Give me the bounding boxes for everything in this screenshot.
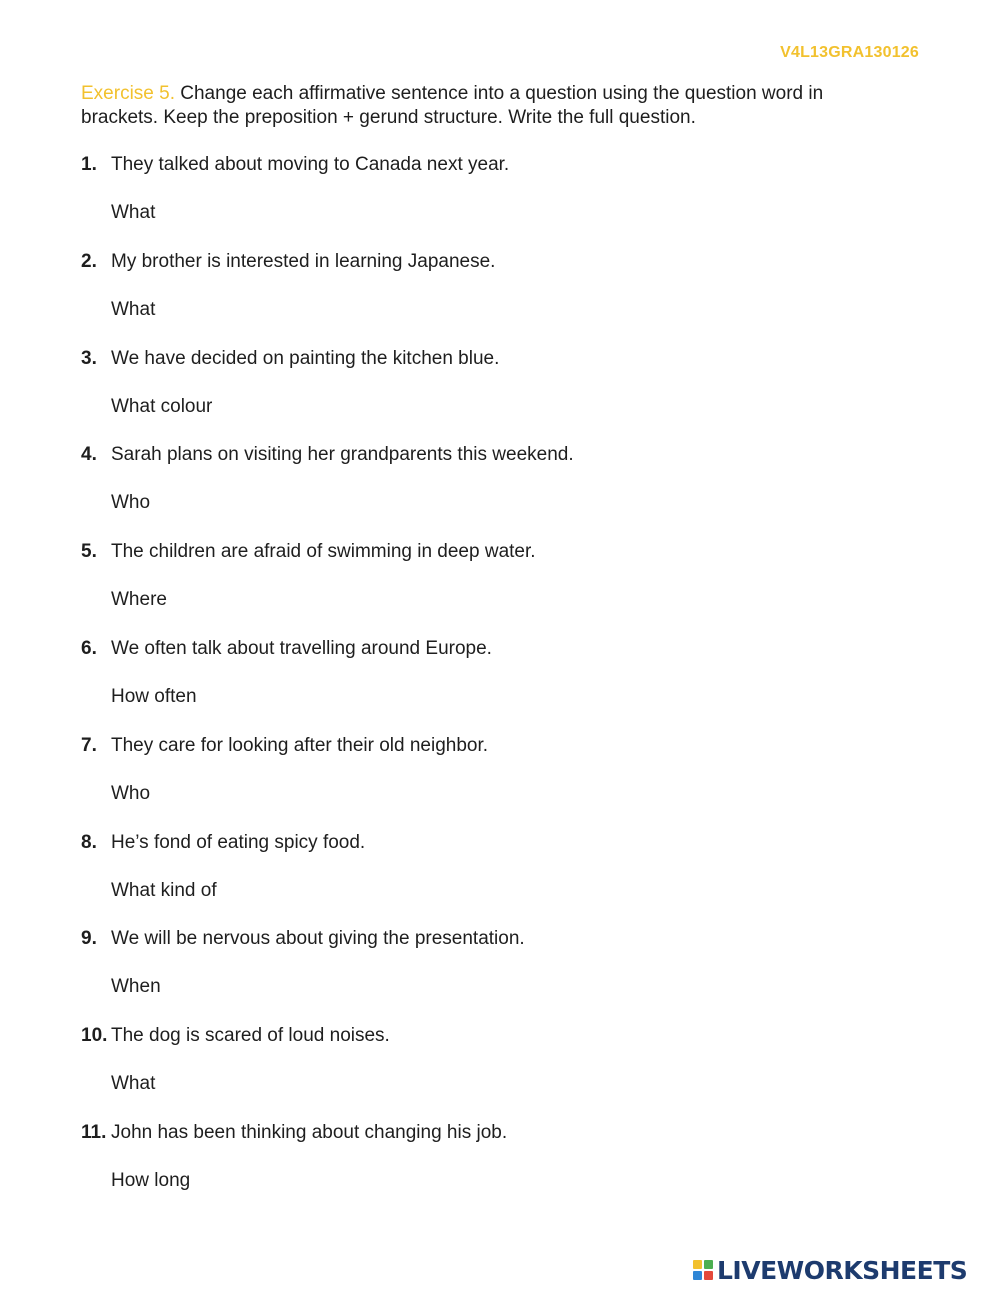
item-number: 4. <box>81 444 97 466</box>
logo-square-yellow <box>693 1260 702 1269</box>
exercise-item <box>81 346 901 443</box>
exercise-item <box>81 926 901 1023</box>
item-question-word: What colour <box>111 395 213 417</box>
item-number: 7. <box>81 734 97 756</box>
exercise-item <box>81 539 901 636</box>
exercise-instructions <box>81 82 881 130</box>
exercise-item <box>81 733 901 830</box>
item-sentence: He’s fond of eating spicy food. <box>111 831 366 853</box>
item-sentence: My brother is interested in learning Japanese. <box>111 250 496 272</box>
item-number: 5. <box>81 541 97 563</box>
item-question-word: Who <box>111 492 151 514</box>
exercise-item <box>81 830 901 927</box>
item-question-word: What kind of <box>111 879 217 901</box>
exercise-item <box>81 1023 901 1120</box>
exercise-items <box>81 152 901 1217</box>
item-question-word: When <box>111 976 161 998</box>
item-number: 2. <box>81 250 97 272</box>
item-sentence: The dog is scared of loud noises. <box>111 1025 390 1047</box>
exercise-label: Exercise 5. <box>81 83 175 104</box>
item-sentence: Sarah plans on visiting her grandparents this weekend. <box>111 444 574 466</box>
exercise-item <box>81 152 901 249</box>
item-number: 6. <box>81 637 97 659</box>
item-number: 1. <box>81 154 97 175</box>
item-sentence: John has been thinking about changing his job. <box>111 1121 508 1143</box>
item-number: 3. <box>81 347 97 369</box>
item-number: 11. <box>81 1121 107 1143</box>
logo-squares-icon <box>693 1260 713 1280</box>
item-question-word: Where <box>111 589 167 611</box>
item-question-word: What <box>111 202 156 223</box>
item-sentence: We often talk about travelling around Europe. <box>111 637 492 659</box>
item-number: 10. <box>81 1025 108 1047</box>
item-question-word: How often <box>111 685 197 707</box>
exercise-item <box>81 249 901 346</box>
item-question-word: What <box>111 1073 156 1095</box>
item-question-word: Who <box>111 782 151 804</box>
exercise-item <box>81 442 901 539</box>
item-sentence: They care for looking after their old neighbor. <box>111 734 489 756</box>
item-sentence: They talked about moving to Canada next year. <box>111 154 510 175</box>
logo-square-red <box>704 1271 713 1280</box>
logo-text: LIVEWORKSHEETS <box>717 1255 968 1285</box>
item-sentence: We will be nervous about giving the presentation. <box>111 928 525 950</box>
item-question-word: What <box>111 298 156 320</box>
worksheet-code: V4L13GRA130126 <box>780 44 919 61</box>
liveworksheets-logo <box>693 1256 967 1284</box>
exercise-item <box>81 1120 901 1217</box>
item-number: 9. <box>81 928 97 950</box>
item-sentence: The children are afraid of swimming in deep water. <box>111 541 536 563</box>
logo-square-green <box>704 1260 713 1269</box>
item-question-word: How long <box>111 1169 191 1191</box>
item-number: 8. <box>81 831 97 853</box>
exercise-item <box>81 636 901 733</box>
logo-square-blue <box>693 1271 702 1280</box>
instructions-text: Change each affirmative sentence into a question using the question word in brackets. Keep the preposition + gerund structure. Write the full question. <box>81 83 824 128</box>
item-sentence: We have decided on painting the kitchen blue. <box>111 347 500 369</box>
